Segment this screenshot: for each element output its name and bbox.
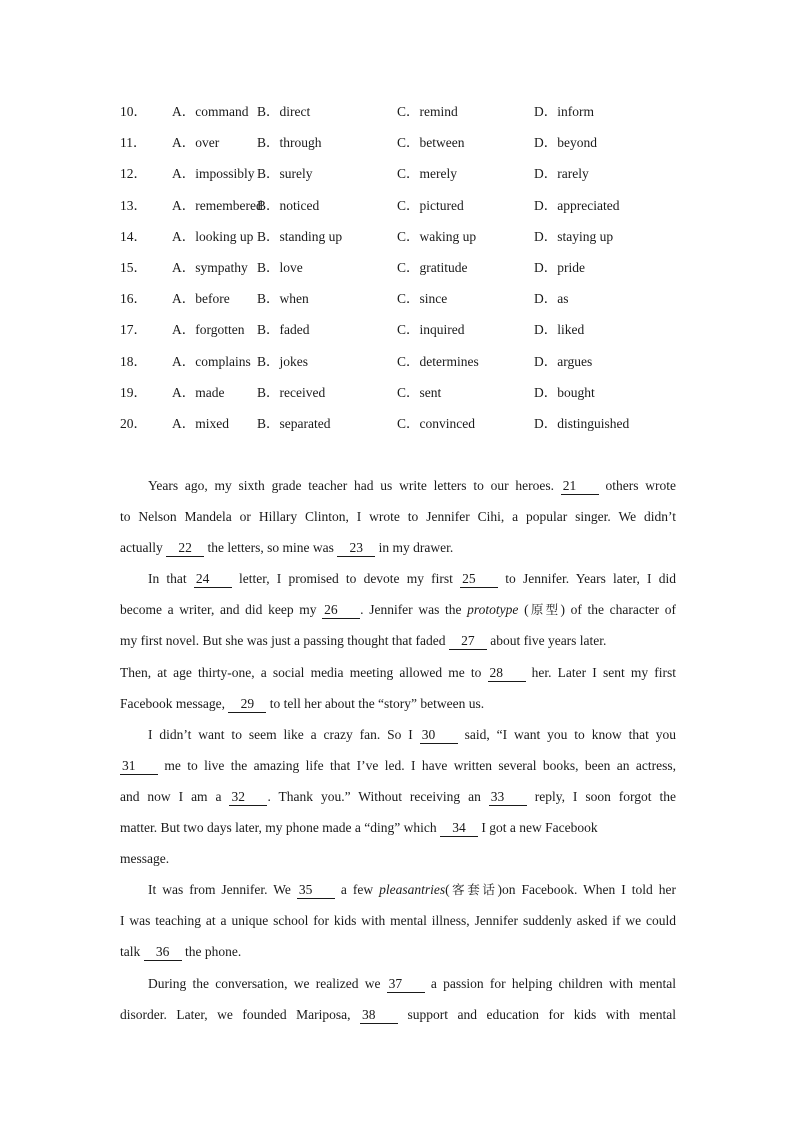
question-number: 19．	[120, 384, 147, 400]
passage-line: become a writer, and did keep my 26 . Jennifer was the prototype (原型) of the character of	[120, 602, 677, 618]
option-c: C．since	[397, 291, 448, 307]
passage-line: actually 22 the letters, so mine was 23 in my drawer.	[120, 540, 454, 556]
option-c: C．pictured	[397, 197, 464, 213]
option-c: C．remind	[397, 104, 458, 119]
blank-27: 27	[449, 633, 487, 650]
option-c: C．waking up	[397, 228, 477, 244]
option-a: A．complains	[172, 353, 251, 369]
passage-line: I didn’t want to seem like a crazy fan. So I 30 said, “I want you to know that you	[148, 726, 676, 742]
option-b: B．separated	[257, 415, 331, 431]
option-b: B．when	[257, 291, 309, 307]
blank-22: 22	[166, 540, 204, 557]
option-c: C．sent	[397, 384, 442, 400]
option-row	[120, 193, 720, 224]
passage-line: message.	[120, 851, 170, 867]
blank-34: 34	[440, 820, 478, 837]
option-row	[120, 286, 720, 317]
blank-24: 24	[194, 571, 232, 588]
option-d: D．rarely	[534, 166, 589, 182]
passage-line: 31 me to live the amazing life that I’ve led. I have written several books, been an actress,	[122, 757, 676, 773]
passage-line: and now I am a 32 . Thank you.” Without receiving an 33 reply, I soon forgot the	[120, 788, 676, 804]
option-b: B．received	[257, 384, 326, 400]
option-d: D．staying up	[534, 228, 614, 244]
question-number: 17．	[120, 322, 147, 338]
passage-line: It was from Jennifer. We 35 a few pleasantries(客套话)on Facebook. When I told her	[148, 882, 676, 898]
question-number: 15．	[120, 259, 147, 275]
option-c: C．inquired	[397, 322, 465, 338]
option-b: B．noticed	[257, 197, 320, 213]
option-b: B．surely	[257, 166, 313, 182]
blank-28: 28	[488, 665, 526, 682]
option-c: C．convinced	[397, 415, 475, 431]
passage-line: Then, at age thirty-one, a social media meeting allowed me to 28 her. Later I sent my first	[120, 664, 676, 680]
option-c: C．merely	[397, 166, 457, 182]
option-d: D．pride	[534, 259, 585, 275]
question-number: 12．	[120, 166, 147, 182]
question-number: 13．	[120, 197, 147, 213]
option-d: D．distinguished	[534, 415, 630, 431]
option-a: A．mixed	[172, 415, 229, 431]
option-a: A．forgotten	[172, 322, 245, 338]
blank-36: 36	[144, 944, 182, 961]
blank-37: 37	[387, 976, 425, 993]
blank-35: 35	[297, 882, 335, 899]
question-number: 11．	[120, 135, 147, 151]
passage-line: to Nelson Mandela or Hillary Clinton, I wrote to Jennifer Cihi, a popular singer. We didn’t	[120, 509, 676, 525]
option-a: A．impossibly	[172, 166, 255, 182]
question-number: 18．	[120, 353, 147, 369]
question-number: 14．	[120, 228, 147, 244]
option-d: D．liked	[534, 322, 585, 338]
option-b: B．direct	[257, 104, 311, 119]
blank-26: 26	[322, 602, 360, 619]
blank-29: 29	[228, 696, 266, 713]
passage-line: Facebook message, 29 to tell her about the “story” between us.	[120, 695, 485, 711]
passage-line: talk 36 the phone.	[120, 944, 242, 960]
option-row	[120, 130, 720, 161]
answer-options	[120, 99, 720, 442]
option-d: D．appreciated	[534, 197, 620, 213]
blank-32: 32	[229, 789, 267, 806]
option-c: C．determines	[397, 353, 479, 369]
blank-30: 30	[420, 727, 458, 744]
option-row	[120, 317, 720, 348]
option-row	[120, 224, 720, 255]
option-row	[120, 161, 720, 192]
option-b: B．faded	[257, 322, 310, 338]
option-b: B．jokes	[257, 353, 309, 369]
passage-line: my first novel. But she was just a passing thought that faded 27 about five years later.	[120, 633, 607, 649]
passage-line: disorder. Later, we founded Mariposa, 38 support and education for kids with mental	[120, 1006, 676, 1022]
question-number: 16．	[120, 291, 147, 307]
option-d: D．argues	[534, 353, 593, 369]
option-a: A．looking up	[172, 228, 254, 244]
blank-25: 25	[460, 571, 498, 588]
passage-line: During the conversation, we realized we 37 a passion for helping children with mental	[148, 975, 676, 991]
option-c: C．between	[397, 135, 465, 151]
blank-23: 23	[337, 540, 375, 557]
blank-21: 21	[561, 478, 599, 495]
option-c: C．gratitude	[397, 259, 468, 275]
option-a: A．over	[172, 135, 220, 151]
blank-33: 33	[489, 789, 527, 806]
option-d: D．beyond	[534, 135, 597, 151]
option-a: A．remembered	[172, 197, 263, 213]
option-a: A．made	[172, 384, 225, 400]
question-number: 10．	[120, 104, 147, 119]
option-row	[120, 411, 720, 442]
option-a: A．sympathy	[172, 259, 248, 275]
passage-line: I was teaching at a unique school for kids with mental illness, Jennifer suddenly asked if we could	[120, 913, 676, 929]
option-row	[120, 99, 720, 130]
option-a: A．command	[172, 104, 249, 119]
option-a: A．before	[172, 291, 230, 307]
passage-line: matter. But two days later, my phone made a “ding” which 34 I got a new Facebook	[120, 820, 598, 836]
cloze-passage	[120, 473, 676, 1033]
option-b: B．through	[257, 135, 322, 151]
option-d: D．bought	[534, 384, 595, 400]
blank-38: 38	[360, 1007, 398, 1024]
option-b: B．love	[257, 259, 303, 275]
option-row	[120, 255, 720, 286]
passage-line: In that 24 letter, I promised to devote my first 25 to Jennifer. Years later, I did	[148, 571, 676, 587]
option-d: D．inform	[534, 104, 594, 119]
option-d: D．as	[534, 291, 569, 307]
blank-31: 31	[120, 758, 158, 775]
option-b: B．standing up	[257, 228, 343, 244]
option-row	[120, 380, 720, 411]
option-row	[120, 349, 720, 380]
question-number: 20．	[120, 415, 147, 431]
passage-line: Years ago, my sixth grade teacher had us write letters to our heroes. 21 others wrote	[148, 478, 676, 493]
